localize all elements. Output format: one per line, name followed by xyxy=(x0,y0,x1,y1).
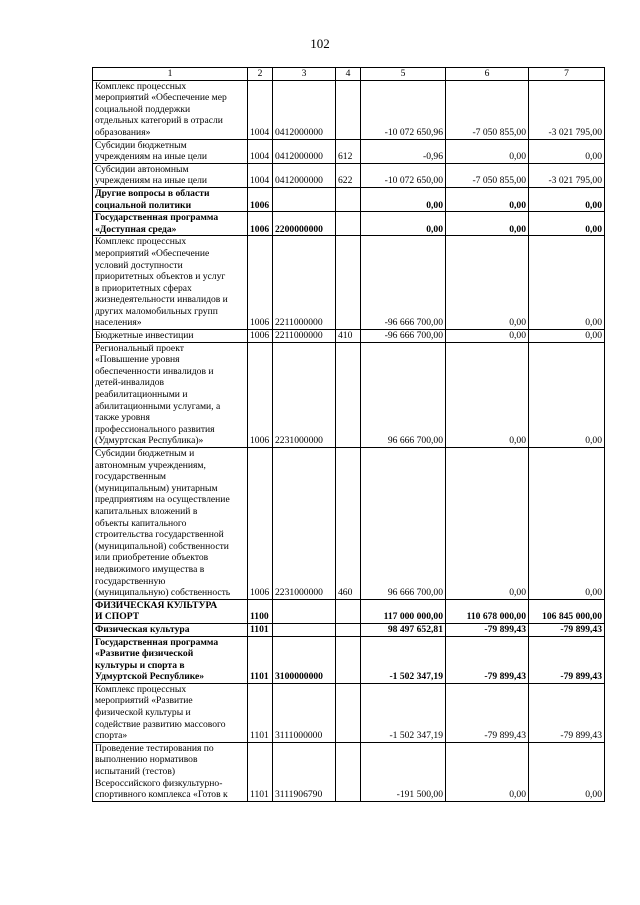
section-code-cell: 1004 xyxy=(248,163,273,187)
amount-col6-cell: 0,00 xyxy=(446,212,529,236)
amount-col5-cell: 96 666 700,00 xyxy=(361,448,446,600)
section-code-cell: 1004 xyxy=(248,139,273,163)
expense-type-cell xyxy=(336,623,361,636)
row-name-cell: ФИЗИЧЕСКАЯ КУЛЬТУРА И СПОРТ xyxy=(93,599,248,623)
amount-col5-cell: -1 502 347,19 xyxy=(361,636,446,683)
row-name-cell: Государственная программа «Доступная среда» xyxy=(93,212,248,236)
amount-col6-cell: 0,00 xyxy=(446,342,529,447)
row-name-cell: Комплекс процессных мероприятий «Обеспечение условий доступности приоритетных объектов и услуг в приоритетных сферах жизнедеятельности инвалидов и других маломобильных групп населения» xyxy=(93,236,248,330)
row-name-cell: Субсидии автономным учреждениям на иные цели xyxy=(93,163,248,187)
amount-col6-cell: 0,00 xyxy=(446,448,529,600)
table-row xyxy=(93,139,605,163)
target-article-cell: 3111000000 xyxy=(273,683,336,742)
target-article-cell: 3100000000 xyxy=(273,636,336,683)
target-article-cell: 0412000000 xyxy=(273,163,336,187)
expense-type-cell xyxy=(336,187,361,211)
table-row xyxy=(93,742,605,801)
expense-type-cell xyxy=(336,636,361,683)
expense-type-cell xyxy=(336,80,361,139)
row-name-cell: Комплекс процессных мероприятий «Развитие физической культуры и содействие развитию массового спорта» xyxy=(93,683,248,742)
amount-col6-cell: 0,00 xyxy=(446,236,529,330)
target-article-cell: 0412000000 xyxy=(273,80,336,139)
section-code-cell: 1006 xyxy=(248,187,273,211)
table-row xyxy=(93,80,605,139)
header-cell: 4 xyxy=(336,68,361,81)
section-code-cell: 1006 xyxy=(248,342,273,447)
expense-type-cell xyxy=(336,236,361,330)
amount-col7-cell: -79 899,43 xyxy=(529,683,605,742)
amount-col7-cell: -79 899,43 xyxy=(529,623,605,636)
page-number: 102 xyxy=(310,36,330,51)
amount-col6-cell: -79 899,43 xyxy=(446,636,529,683)
amount-col5-cell: 96 666 700,00 xyxy=(361,342,446,447)
amount-col7-cell: 0,00 xyxy=(529,330,605,343)
expense-type-cell: 460 xyxy=(336,448,361,600)
section-code-cell: 1004 xyxy=(248,80,273,139)
target-article-cell: 0412000000 xyxy=(273,139,336,163)
target-article-cell: 2211000000 xyxy=(273,236,336,330)
amount-col7-cell: 0,00 xyxy=(529,212,605,236)
amount-col6-cell: 110 678 000,00 xyxy=(446,599,529,623)
expense-type-cell: 612 xyxy=(336,139,361,163)
section-code-cell: 1101 xyxy=(248,636,273,683)
amount-col7-cell: -3 021 795,00 xyxy=(529,163,605,187)
row-name-cell: Государственная программа «Развитие физической культуры и спорта в Удмуртской Республике» xyxy=(93,636,248,683)
amount-col5-cell: -1 502 347,19 xyxy=(361,683,446,742)
expense-type-cell xyxy=(336,599,361,623)
expense-type-cell xyxy=(336,212,361,236)
amount-col7-cell: 0,00 xyxy=(529,742,605,801)
target-article-cell: 2200000000 xyxy=(273,212,336,236)
section-code-cell: 1101 xyxy=(248,623,273,636)
amount-col5-cell: -10 072 650,00 xyxy=(361,163,446,187)
header-cell: 1 xyxy=(93,68,248,81)
table-row xyxy=(93,212,605,236)
section-code-cell: 1006 xyxy=(248,212,273,236)
amount-col5-cell: -191 500,00 xyxy=(361,742,446,801)
target-article-cell xyxy=(273,187,336,211)
section-code-cell: 1101 xyxy=(248,742,273,801)
table-row xyxy=(93,342,605,447)
section-code-cell: 1100 xyxy=(248,599,273,623)
row-name-cell: Физическая культура xyxy=(93,623,248,636)
section-code-cell: 1006 xyxy=(248,236,273,330)
amount-col6-cell: 0,00 xyxy=(446,187,529,211)
table-row xyxy=(93,448,605,600)
amount-col5-cell: 117 000 000,00 xyxy=(361,599,446,623)
row-name-cell: Субсидии бюджетным учреждениям на иные цели xyxy=(93,139,248,163)
target-article-cell: 2231000000 xyxy=(273,448,336,600)
table-row xyxy=(93,163,605,187)
table-row xyxy=(93,683,605,742)
expense-type-cell xyxy=(336,742,361,801)
row-name-cell: Региональный проект «Повышение уровня обеспеченности инвалидов и детей-инвалидов реабилитационными и абилитационными услугами, а также уровня профессионального развития (Удмуртская Республика)» xyxy=(93,342,248,447)
amount-col6-cell: 0,00 xyxy=(446,139,529,163)
amount-col5-cell: 0,00 xyxy=(361,187,446,211)
header-cell: 2 xyxy=(248,68,273,81)
amount-col6-cell: -7 050 855,00 xyxy=(446,163,529,187)
amount-col7-cell: 0,00 xyxy=(529,187,605,211)
table-row xyxy=(93,330,605,343)
amount-col5-cell: -0,96 xyxy=(361,139,446,163)
header-row xyxy=(93,68,605,81)
expense-type-cell: 622 xyxy=(336,163,361,187)
header-cell: 6 xyxy=(446,68,529,81)
amount-col6-cell: -7 050 855,00 xyxy=(446,80,529,139)
amount-col7-cell: 0,00 xyxy=(529,139,605,163)
row-name-cell: Субсидии бюджетным и автономным учреждениям, государственным (муниципальным) унитарным предприятиям на осуществление капитальных вложений в объекты капитального строительства государственной (муниципальной) собственности или приобретение объектов недвижимого имущества в государственную (муниципальную) собственность xyxy=(93,448,248,600)
expense-type-cell: 410 xyxy=(336,330,361,343)
row-name-cell: Комплекс процессных мероприятий «Обеспечение мер социальной поддержки отдельных категорий в отрасли образования» xyxy=(93,80,248,139)
amount-col7-cell: 0,00 xyxy=(529,342,605,447)
section-code-cell: 1006 xyxy=(248,330,273,343)
target-article-cell: 3111906790 xyxy=(273,742,336,801)
amount-col6-cell: 0,00 xyxy=(446,742,529,801)
amount-col5-cell: -96 666 700,00 xyxy=(361,330,446,343)
amount-col5-cell: -96 666 700,00 xyxy=(361,236,446,330)
amount-col5-cell: 98 497 652,81 xyxy=(361,623,446,636)
amount-col7-cell: 0,00 xyxy=(529,236,605,330)
table-row xyxy=(93,236,605,330)
amount-col7-cell: 0,00 xyxy=(529,448,605,600)
expense-type-cell xyxy=(336,342,361,447)
table-row xyxy=(93,623,605,636)
budget-table xyxy=(92,67,605,802)
table-row xyxy=(93,599,605,623)
amount-col7-cell: 106 845 000,00 xyxy=(529,599,605,623)
amount-col7-cell: -3 021 795,00 xyxy=(529,80,605,139)
header-cell: 5 xyxy=(361,68,446,81)
table-row xyxy=(93,636,605,683)
target-article-cell: 2211000000 xyxy=(273,330,336,343)
amount-col5-cell: -10 072 650,96 xyxy=(361,80,446,139)
row-name-cell: Проведение тестирования по выполнению нормативов испытаний (тестов) Всероссийского физкультурно- спортивного комплекса «Готов к xyxy=(93,742,248,801)
expense-type-cell xyxy=(336,683,361,742)
target-article-cell xyxy=(273,599,336,623)
section-code-cell: 1006 xyxy=(248,448,273,600)
header-cell: 3 xyxy=(273,68,336,81)
table-row xyxy=(93,187,605,211)
target-article-cell: 2231000000 xyxy=(273,342,336,447)
target-article-cell xyxy=(273,623,336,636)
amount-col5-cell: 0,00 xyxy=(361,212,446,236)
amount-col6-cell: -79 899,43 xyxy=(446,683,529,742)
amount-col6-cell: 0,00 xyxy=(446,330,529,343)
amount-col6-cell: -79 899,43 xyxy=(446,623,529,636)
section-code-cell: 1101 xyxy=(248,683,273,742)
row-name-cell: Другие вопросы в области социальной политики xyxy=(93,187,248,211)
header-cell: 7 xyxy=(529,68,605,81)
row-name-cell: Бюджетные инвестиции xyxy=(93,330,248,343)
amount-col7-cell: -79 899,43 xyxy=(529,636,605,683)
